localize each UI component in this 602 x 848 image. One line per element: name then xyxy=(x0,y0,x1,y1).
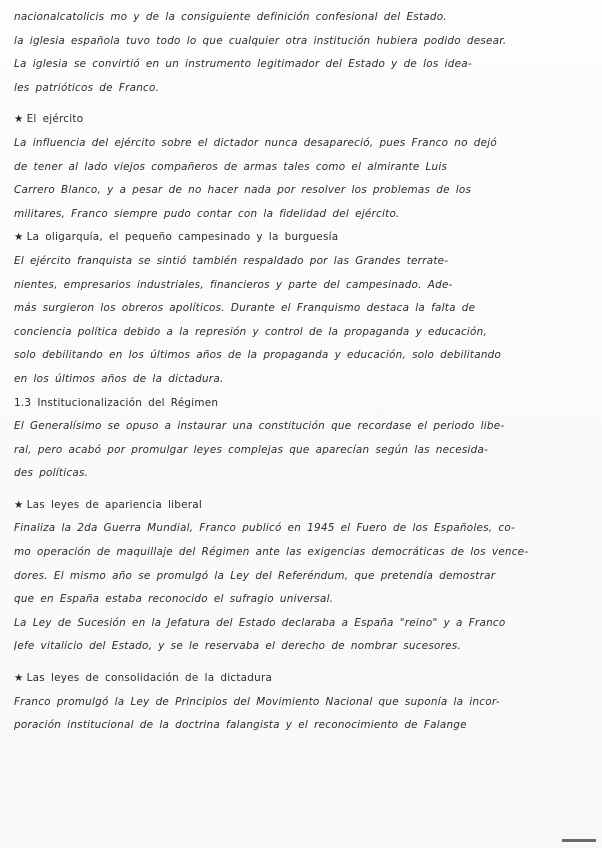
line-text: Las leyes de apariencia liberal xyxy=(26,498,203,511)
text-line xyxy=(14,439,592,463)
line-text: El ejército xyxy=(26,113,84,126)
line-text: Las leyes de consolidación de la dictadura xyxy=(26,672,273,685)
text-line xyxy=(14,77,592,101)
line-text: solo debilitando en los últimos años de la propaganda y educación, solo debilitando xyxy=(14,349,502,362)
star-bullet-icon: ★ xyxy=(14,113,24,126)
line-text: les patrióticos de Franco. xyxy=(14,81,160,94)
line-text: que en España estaba reconocido el sufragio universal. xyxy=(14,593,334,606)
section-heading xyxy=(14,392,592,416)
line-text: El ejército franquista se sintió también respaldado por las Grandes terrate- xyxy=(14,254,449,267)
text-line xyxy=(14,274,592,298)
text-line xyxy=(14,250,592,274)
line-text: más surgieron los obreros apolíticos. Durante el Franquismo destaca la falta de xyxy=(14,302,476,315)
line-text: dores. El mismo año se promulgó la Ley del Referéndum, que pretendía demostrar xyxy=(14,569,496,582)
page-edge-mark xyxy=(562,839,596,842)
text-line xyxy=(14,179,592,203)
text-line xyxy=(14,132,592,156)
text-line xyxy=(14,344,592,368)
text-line xyxy=(14,156,592,180)
line-text: conciencia política debido a la represión y control de la propaganda y educación, xyxy=(14,325,488,338)
section-heading xyxy=(14,667,592,691)
text-line xyxy=(14,321,592,345)
star-bullet-icon: ★ xyxy=(14,672,24,685)
text-line xyxy=(14,6,592,30)
text-line xyxy=(14,203,592,227)
line-text: la iglesia española tuvo todo lo que cualquier otra institución hubiera podido desear. xyxy=(14,34,507,47)
text-line xyxy=(14,517,592,541)
line-text: Jefe vitalicio del Estado, y se le reservaba el derecho de nombrar sucesores. xyxy=(14,640,462,653)
line-text: 1.3 Institucionalización del Régimen xyxy=(14,396,219,409)
text-line xyxy=(14,541,592,565)
text-line xyxy=(14,714,592,738)
line-text: El Generalísimo se opuso a instaurar una constitución que recordase el periodo libe- xyxy=(14,420,505,433)
line-text: mo operación de maquillaje del Régimen ante las exigencias democráticas de los vence- xyxy=(14,546,529,559)
star-bullet-icon: ★ xyxy=(14,231,24,244)
text-line xyxy=(14,635,592,659)
line-text: ral, pero acabó por promulgar leyes complejas que aparecían según las necesida- xyxy=(14,443,489,456)
line-text: en los últimos años de la dictadura. xyxy=(14,372,224,385)
line-gap xyxy=(14,100,592,108)
line-text: poración institucional de la doctrina falangista y el reconocimiento de Falange xyxy=(14,719,467,732)
text-line xyxy=(14,368,592,392)
text-line xyxy=(14,612,592,636)
star-bullet-icon: ★ xyxy=(14,498,24,511)
line-text: La Ley de Sucesión en la Jefatura del Estado declaraba a España "reino" y a Franco xyxy=(14,616,506,629)
line-text: nacionalcatolicis mo y de la consiguiente definición confesional del Estado. xyxy=(14,11,447,23)
line-text: La influencia del ejército sobre el dictador nunca desapareció, pues Franco no dejó xyxy=(14,136,498,149)
line-text: La iglesia se convirtió en un instrumento legitimador del Estado y de los idea- xyxy=(14,58,472,71)
text-line xyxy=(14,565,592,589)
line-text: de tener al lado viejos compañeros de armas tales como el almirante Luis xyxy=(14,160,448,173)
text-line xyxy=(14,415,592,439)
text-line xyxy=(14,588,592,612)
line-text: La oligarquía, el pequeño campesinado y la burguesía xyxy=(26,231,339,244)
line-gap xyxy=(14,659,592,667)
text-line xyxy=(14,30,592,54)
section-heading xyxy=(14,108,592,132)
section-heading xyxy=(14,494,592,518)
text-line xyxy=(14,53,592,77)
line-text: Finaliza la 2da Guerra Mundial, Franco publicó en 1945 el Fuero de los Españoles, co- xyxy=(14,522,515,535)
text-line xyxy=(14,297,592,321)
text-line xyxy=(14,462,592,486)
text-line xyxy=(14,691,592,715)
line-text: Carrero Blanco, y a pesar de no hacer nada por resolver los problemas de los xyxy=(14,184,472,197)
line-text: des políticas. xyxy=(14,467,89,480)
handwritten-text xyxy=(14,6,592,738)
line-text: nientes, empresarios industriales, financieros y parte del campesinado. Ade- xyxy=(14,278,453,291)
line-text: Franco promulgó la Ley de Principios del Movimiento Nacional que suponía la incor- xyxy=(14,695,500,708)
line-text: militares, Franco siempre pudo contar con la fidelidad del ejército. xyxy=(14,207,400,220)
section-heading xyxy=(14,226,592,250)
line-gap xyxy=(14,486,592,494)
